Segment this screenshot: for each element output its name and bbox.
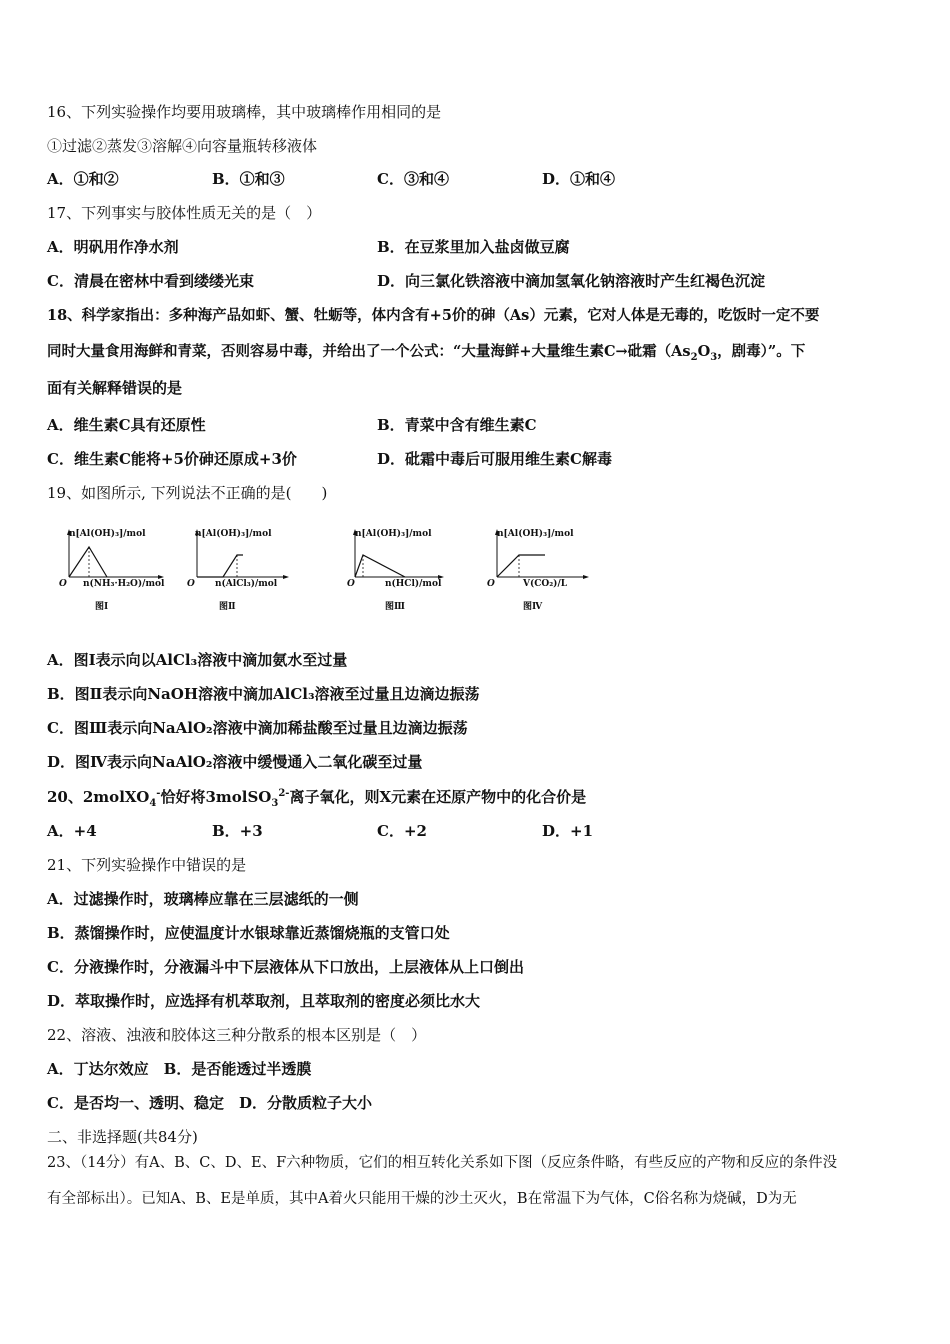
figure-2-ylabel: n[Al(OH)₃]/mol (195, 529, 272, 539)
q18-option-a: A．维生素C具有还原性 (47, 416, 206, 434)
q21-option-d: D．萃取操作时，应选择有机萃取剂，且萃取剂的密度必须比水大 (47, 992, 481, 1010)
q18-line1: 18、科学家指出：多种海产品如虾、蟹、牡蛎等，体内含有+5价的砷（As）元素，它对人体是无毒的，吃饭时一定不要 (47, 307, 820, 324)
q16-option-c: C．③和④ (377, 170, 449, 188)
q20-option-d: D．+1 (542, 822, 594, 840)
q19-option-b: B．图Ⅱ表示向NaOH溶液中滴加AlCl₃溶液至过量且边滴边振荡 (47, 685, 480, 703)
figure-3 (345, 525, 465, 625)
q21-option-c: C．分液操作时，分液漏斗中下层液体从下口放出，上层液体从上口倒出 (47, 958, 524, 976)
figure-4-origin: O (487, 579, 495, 589)
q18-line2: 同时大量食用海鲜和青菜，否则容易中毒，并给出了一个公式：“大量海鲜+大量维生素C→砒霜（$As_2O_3$，剧毒）”。下 (47, 343, 806, 363)
figure-4-ylabel: n[Al(OH)₃]/mol (497, 529, 574, 539)
q17-option-d: D．向三氯化铁溶液中滴加氢氧化钠溶液时产生红褐色沉淀 (377, 272, 766, 290)
q17-stem: 17、下列事实与胶体性质无关的是（ ） (47, 204, 322, 222)
q23-line2: 有全部标出）。已知A、B、E是单质，其中A着火只能用干燥的沙土灭火，B在常温下为气体，C俗名称为烧碱，D为无 (47, 1191, 797, 1207)
q20-option-a: A．+4 (47, 822, 97, 840)
figure-2-xlabel: n(AlCl₃)/mol (215, 579, 278, 589)
q19-option-d: D．图Ⅳ表示向NaAlO₂溶液中缓慢通入二氧化碳至过量 (47, 753, 423, 771)
figure-2 (185, 525, 305, 625)
q21-option-b: B．蒸馏操作时，应使温度计水银球靠近蒸馏烧瓶的支管口处 (47, 924, 450, 942)
q18-option-c: C．维生素C能将+5价砷还原成+3价 (47, 450, 297, 468)
figure-2-origin: O (187, 579, 195, 589)
figure-3-caption: 图Ⅲ (385, 602, 405, 612)
figure-4-caption: 图Ⅳ (523, 602, 543, 612)
figure-1 (55, 525, 175, 625)
q16-list: ①过滤②蒸发③溶解④向容量瓶转移液体 (47, 137, 318, 155)
q20-stem: 20、2molXO$_4$-恰好将3molSO$_3^{2-}$离子氧化，则X元素在还原产物中的化合价是 (47, 788, 587, 809)
q16-option-b: B．①和③ (212, 170, 285, 188)
q19-figures (55, 525, 575, 625)
q19-option-a: A．图Ⅰ表示向以AlCl₃溶液中滴加氨水至过量 (47, 651, 348, 669)
q16-option-a: A．①和② (47, 170, 119, 188)
q18-option-d: D．砒霜中毒后可服用维生素C解毒 (377, 450, 612, 468)
q17-option-b: B．在豆浆里加入盐卤做豆腐 (377, 238, 570, 256)
q18-option-b: B．青菜中含有维生素C (377, 416, 537, 434)
q19-stem: 19、如图所示, 下列说法不正确的是( ) (47, 484, 328, 502)
q22-options-ab: A．丁达尔效应 B．是否能透过半透膜 (47, 1060, 312, 1078)
figure-1-xlabel: n(NH₃·H₂O)/mol (83, 579, 165, 589)
figure-3-ylabel: n[Al(OH)₃]/mol (355, 529, 432, 539)
figure-1-origin: O (59, 579, 67, 589)
q20-option-c: C．+2 (377, 822, 427, 840)
q19-option-c: C．图Ⅲ表示向NaAlO₂溶液中滴加稀盐酸至过量且边滴边振荡 (47, 719, 468, 737)
q21-stem: 21、下列实验操作中错误的是 (47, 856, 247, 874)
q18-line3: 面有关解释错误的是 (47, 379, 183, 397)
figure-3-origin: O (347, 579, 355, 589)
figure-1-caption: 图Ⅰ (95, 602, 109, 612)
q22-stem: 22、溶液、浊液和胶体这三种分散系的根本区别是（ ） (47, 1026, 427, 1044)
figure-3-xlabel: n(HCl)/mol (385, 579, 442, 589)
figure-2-caption: 图Ⅱ (219, 602, 236, 612)
q20-option-b: B．+3 (212, 822, 263, 840)
figure-1-ylabel: n[Al(OH)₃]/mol (69, 529, 146, 539)
q21-option-a: A．过滤操作时，玻璃棒应靠在三层滤纸的一侧 (47, 890, 359, 908)
q17-option-c: C．清晨在密林中看到缕缕光束 (47, 272, 254, 290)
q16-option-d: D．①和④ (542, 170, 616, 188)
section-2-heading: 二、非选择题(共84分) (47, 1128, 198, 1146)
figure-4 (485, 525, 605, 625)
figure-4-xlabel: V(CO₂)/L (523, 579, 568, 589)
q17-option-a: A．明矾用作净水剂 (47, 238, 179, 256)
q23-line1: 23、（14分）有A、B、C、D、E、F六种物质，它们的相互转化关系如下图（反应条件略，有些反应的产物和反应的条件没 (47, 1155, 838, 1171)
q16-stem: 16、下列实验操作均要用玻璃棒，其中玻璃棒作用相同的是 (47, 103, 442, 121)
q22-options-cd: C．是否均一、透明、稳定 D．分散质粒子大小 (47, 1094, 372, 1112)
